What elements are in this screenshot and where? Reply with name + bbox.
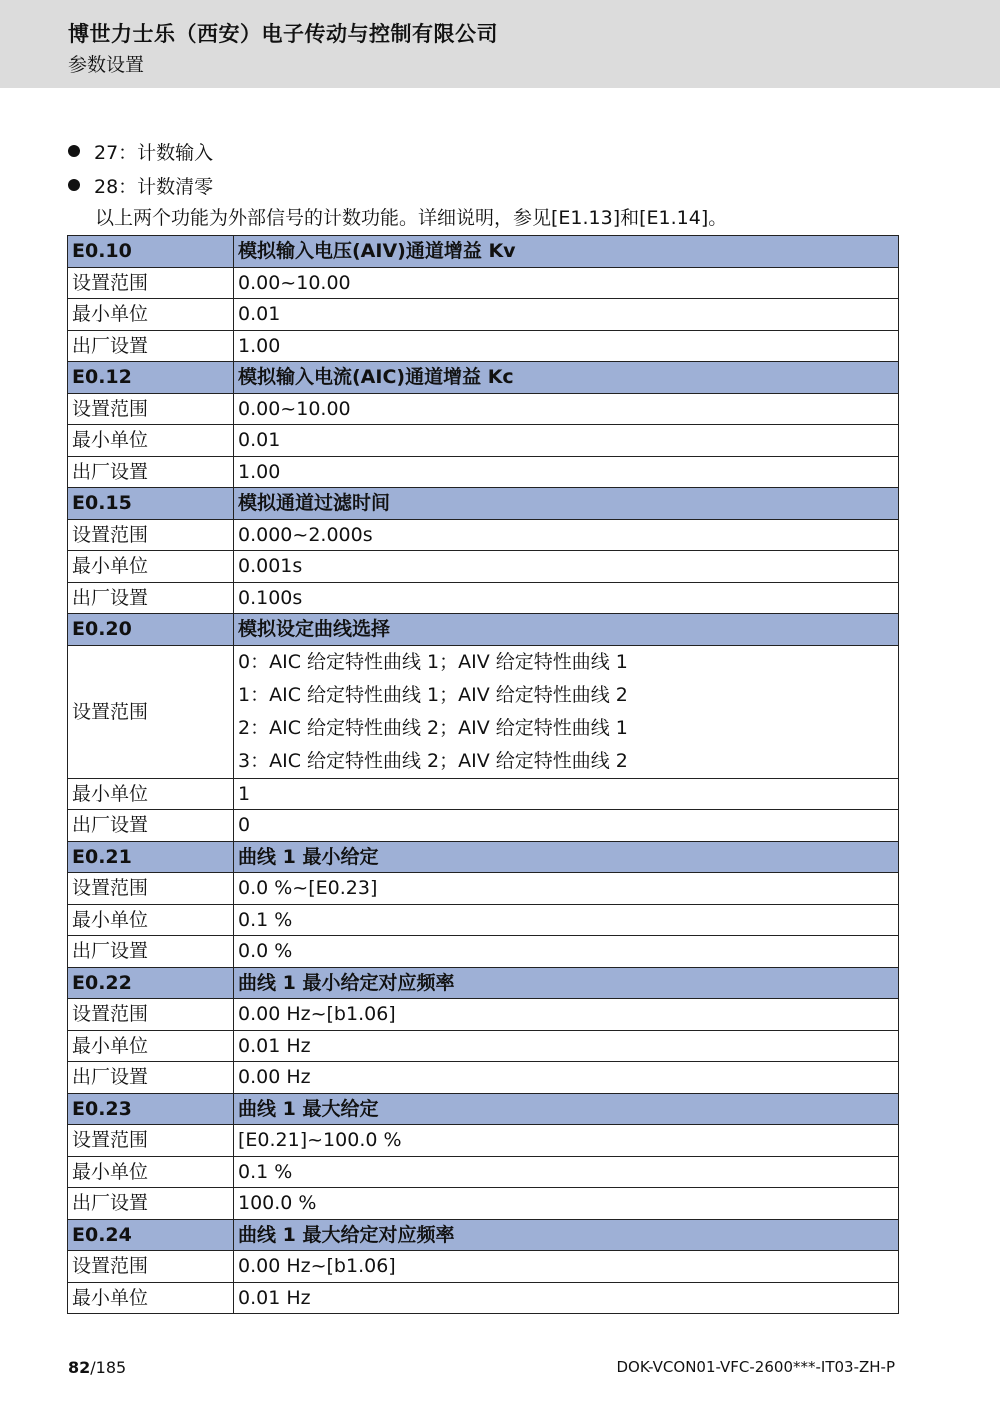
detail-value: 0.00 Hz~[b1.06]: [234, 1251, 899, 1283]
param-detail-row: [68, 810, 899, 842]
param-detail-row: [68, 393, 899, 425]
param-detail-row: [68, 645, 899, 778]
detail-label: 最小单位: [68, 1156, 234, 1188]
param-detail-row: [68, 551, 899, 583]
detail-label: 设置范围: [68, 645, 234, 778]
param-detail-row: [68, 425, 899, 457]
detail-value: 0: [234, 810, 899, 842]
param-header-row: [68, 841, 899, 873]
value-line: 2：AIC 给定特性曲线 2；AIV 给定特性曲线 1: [238, 716, 628, 739]
param-code: E0.24: [68, 1219, 234, 1251]
document-id: DOK-VCON01-VFC-2600***-IT03-ZH-P: [616, 1358, 895, 1376]
detail-label: 出厂设置: [68, 456, 234, 488]
param-code: E0.10: [68, 236, 234, 268]
detail-value: 0.00~10.00: [234, 393, 899, 425]
param-code: E0.15: [68, 488, 234, 520]
param-header-row: [68, 1219, 899, 1251]
value-line: 0：AIC 给定特性曲线 1；AIV 给定特性曲线 1: [238, 650, 628, 673]
detail-label: 设置范围: [68, 999, 234, 1031]
param-detail-row: [68, 1188, 899, 1220]
param-detail-row: [68, 936, 899, 968]
param-detail-row: [68, 519, 899, 551]
detail-value: [234, 645, 899, 778]
detail-label: 最小单位: [68, 551, 234, 583]
param-detail-row: [68, 1125, 899, 1157]
detail-label: 最小单位: [68, 904, 234, 936]
detail-value: 0.00 Hz: [234, 1062, 899, 1094]
bullet-text: 27：计数输入: [94, 141, 214, 164]
intro-note: 以上两个功能为外部信号的计数功能。详细说明，参见[E1.13]和[E1.14]。: [95, 207, 728, 229]
detail-value: 1.00: [234, 330, 899, 362]
detail-value: 0.001s: [234, 551, 899, 583]
detail-value: 0.1 %: [234, 1156, 899, 1188]
detail-label: 设置范围: [68, 519, 234, 551]
param-detail-row: [68, 1251, 899, 1283]
detail-value: 0.00 Hz~[b1.06]: [234, 999, 899, 1031]
param-header-row: [68, 1093, 899, 1125]
param-detail-row: [68, 778, 899, 810]
detail-label: 最小单位: [68, 299, 234, 331]
parameter-table: [67, 235, 899, 1314]
detail-label: 最小单位: [68, 1282, 234, 1314]
detail-label: 设置范围: [68, 873, 234, 905]
param-detail-row: [68, 873, 899, 905]
param-detail-row: [68, 1030, 899, 1062]
detail-label: 最小单位: [68, 778, 234, 810]
param-title: 模拟输入电流(AIC)通道增益 Kc: [234, 362, 899, 394]
page-number: [68, 1358, 126, 1377]
page-current: 82: [68, 1358, 91, 1377]
detail-value: 0.01 Hz: [234, 1030, 899, 1062]
company-name: 博世力士乐（西安）电子传动与控制有限公司: [68, 22, 498, 46]
detail-value: 0.000~2.000s: [234, 519, 899, 551]
detail-label: 设置范围: [68, 267, 234, 299]
detail-label: 出厂设置: [68, 936, 234, 968]
detail-label: 设置范围: [68, 1125, 234, 1157]
detail-value: 100.0 %: [234, 1188, 899, 1220]
detail-label: 最小单位: [68, 1030, 234, 1062]
bullet-item: [68, 134, 928, 168]
detail-value: [E0.21]~100.0 %: [234, 1125, 899, 1157]
detail-value: 0.100s: [234, 582, 899, 614]
detail-value: 0.01 Hz: [234, 1282, 899, 1314]
detail-label: 出厂设置: [68, 1188, 234, 1220]
detail-value: 0.0 %: [234, 936, 899, 968]
param-title: 曲线 1 最大给定: [234, 1093, 899, 1125]
param-code: E0.22: [68, 967, 234, 999]
param-title: 曲线 1 最小给定对应频率: [234, 967, 899, 999]
page-total: /185: [90, 1358, 127, 1377]
param-detail-row: [68, 1282, 899, 1314]
param-detail-row: [68, 330, 899, 362]
param-header-row: [68, 967, 899, 999]
param-title: 曲线 1 最大给定对应频率: [234, 1219, 899, 1251]
param-detail-row: [68, 1156, 899, 1188]
param-detail-row: [68, 456, 899, 488]
param-title: 模拟输入电压(AIV)通道增益 Kv: [234, 236, 899, 268]
param-code: E0.12: [68, 362, 234, 394]
param-header-row: [68, 236, 899, 268]
param-detail-row: [68, 999, 899, 1031]
detail-value: 0.0 %~[E0.23]: [234, 873, 899, 905]
param-detail-row: [68, 904, 899, 936]
detail-label: 设置范围: [68, 393, 234, 425]
param-header-row: [68, 362, 899, 394]
value-line: 3：AIC 给定特性曲线 2；AIV 给定特性曲线 2: [238, 749, 628, 772]
detail-value: 0.01: [234, 425, 899, 457]
param-code: E0.20: [68, 614, 234, 646]
detail-label: 出厂设置: [68, 1062, 234, 1094]
param-header-row: [68, 488, 899, 520]
detail-label: 出厂设置: [68, 330, 234, 362]
bullet-item: [68, 168, 928, 202]
detail-value: 1: [234, 778, 899, 810]
bullet-dot-icon: [68, 179, 80, 191]
detail-label: 最小单位: [68, 425, 234, 457]
detail-label: 设置范围: [68, 1251, 234, 1283]
intro-block: [68, 134, 928, 234]
value-line: 1：AIC 给定特性曲线 1；AIV 给定特性曲线 2: [238, 683, 628, 706]
detail-value: 0.01: [234, 299, 899, 331]
param-detail-row: [68, 582, 899, 614]
param-title: 模拟通道过滤时间: [234, 488, 899, 520]
param-title: 曲线 1 最小给定: [234, 841, 899, 873]
section-title: 参数设置: [68, 54, 145, 76]
detail-value: 0.00~10.00: [234, 267, 899, 299]
detail-label: 出厂设置: [68, 810, 234, 842]
bullet-dot-icon: [68, 145, 80, 157]
param-header-row: [68, 614, 899, 646]
param-code: E0.21: [68, 841, 234, 873]
param-title: 模拟设定曲线选择: [234, 614, 899, 646]
detail-value: 0.1 %: [234, 904, 899, 936]
param-detail-row: [68, 267, 899, 299]
bullet-text: 28：计数清零: [94, 175, 214, 198]
param-detail-row: [68, 299, 899, 331]
detail-value: 1.00: [234, 456, 899, 488]
param-detail-row: [68, 1062, 899, 1094]
param-code: E0.23: [68, 1093, 234, 1125]
page-header: [0, 0, 1000, 88]
detail-label: 出厂设置: [68, 582, 234, 614]
